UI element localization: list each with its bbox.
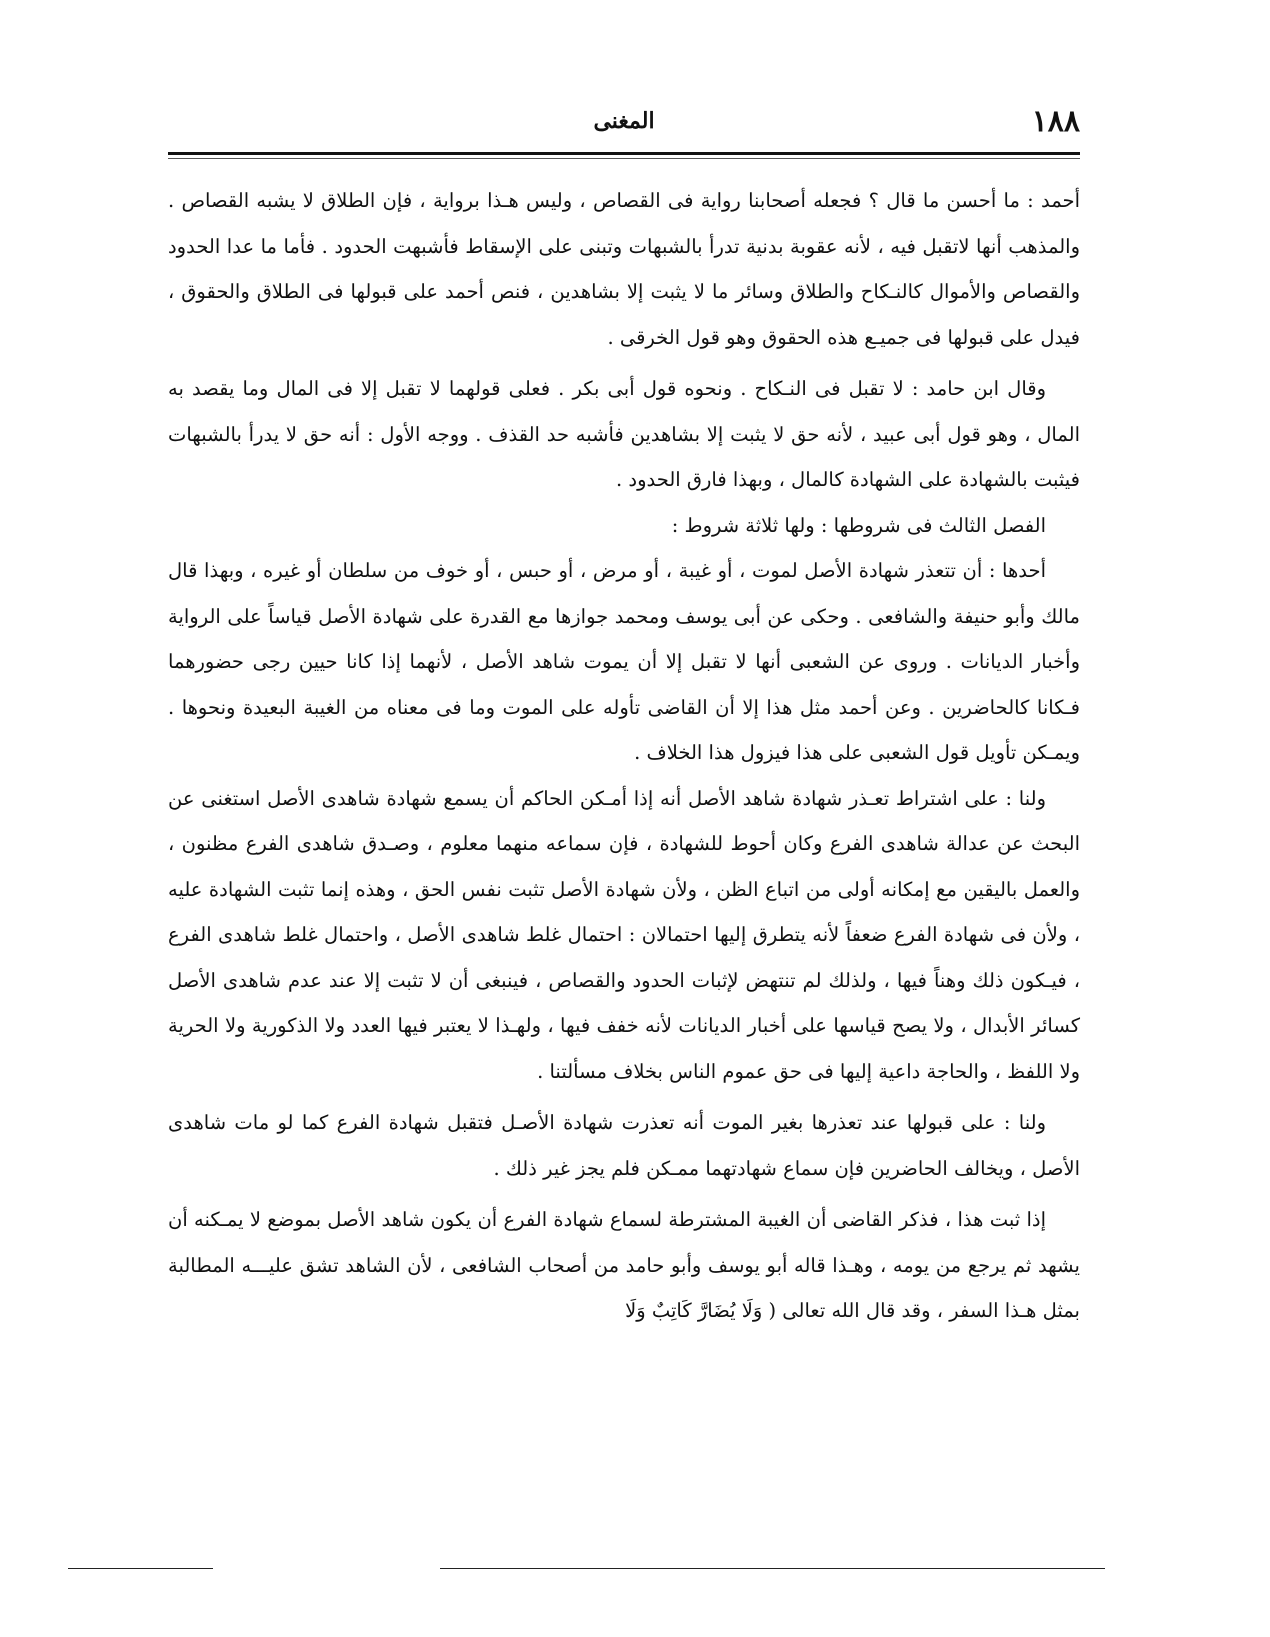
book-title: المغنى: [593, 108, 655, 134]
paragraph-6: إذا ثبت هذا ، فذكر القاضى أن الغيبة المشترطة لسماع شهادة الفرع أن يكون شاهد الأصل بموضع لا يمـكنه أن يشهد ثم يرجع من يومه ، وهـذا قاله أبو يوسف وأبو حامد من أصحاب الشافعى ، لأن الشاهد تشق عليـــه المطالبة بمثل هـذا السفر ، وقد قال الله تعالى ( وَلَا يُضَارَّ كَاتِبٌ وَلَا: [168, 1208, 1080, 1322]
paragraph-3: أحدها : أن تتعذر شهادة الأصل لموت ، أو غيبة ، أو مرض ، أو حبس ، أو خوف من سلطان أو غيره ، وبهذا قال مالك وأبو حنيفة والشافعى . وحكى عن أبى يوسف ومحمد جوازها مع القدرة على شهادة الأصل قياساً على الرواية وأخبار الديانات . وروى عن الشعبى أنها لا تقبل إلا أن يموت شاهد الأصل ، لأنهما إذا كانا حيين رجى حضورهما فـكانا كالحاضرين . وعن أحمد مثل هذا إلا أن القاضى تأوله على الموت وما فى معناه من الغيبة البعيدة ونحوها . ويمـكن تأويل قول الشعبى على هذا فيزول هذا الخلاف .: [168, 559, 1080, 764]
footer-rule: [440, 1568, 1105, 1569]
paragraph-1: أحمد : ما أحسن ما قال ؟ فجعله أصحابنا رواية فى القصاص ، وليس هـذا برواية ، فإن الطلاق لا يشبه القصاص . والمذهب أنها لاتقبل فيه ، لأنه عقوبة بدنية تدرأ بالشبهات وتبنى على الإسقاط فأشبهت الحدود . فأما ما عدا الحدود والقصاص والأموال كالنـكاح والطلاق وسائر ما لا يثبت إلا بشاهدين ، فنص أحمد على قبولها فى الطلاق والحقوق ، فيدل على قبولها فى جميـع هذه الحقوق وهو قول الخرقى .: [168, 189, 1080, 349]
page-header: [168, 98, 1080, 148]
page-number: ١٨٨: [1031, 104, 1080, 139]
section-heading: الفصل الثالث فى شروطها : ولها ثلاثة شروط :: [671, 513, 1046, 537]
paragraph-2: وقال ابن حامد : لا تقبل فى النـكاح . ونحوه قول أبى بكر . فعلى قولهما لا تقبل إلا فى المال وما يقصد به المال ، وهو قول أبى عبيد ، لأنه حق لا يثبت إلا بشاهدين فأشبه حد القذف . ووجه الأول : أنه حق لا يدرأ بالشبهات فيثبت بالشهادة على الشهادة كالمال ، وبهذا فارق الحدود .: [168, 377, 1080, 491]
footnote-rule: [68, 1568, 213, 1569]
page-body: [168, 178, 1080, 1334]
header-rule: [168, 152, 1080, 155]
header-rule-thin: [168, 158, 1080, 159]
paragraph-4: ولنا : على اشتراط تعـذر شهادة شاهد الأصل أنه إذا أمـكن الحاكم أن يسمع شهادة شاهدى الأصل استغنى عن البحث عن عدالة شاهدى الفرع وكان أحوط للشهادة ، فإن سماعه منهما معلوم ، وصـدق شاهدى الفرع مظنون ، والعمل باليقين مع إمكانه أولى من اتباع الظن ، ولأن شهادة الأصل تثبت نفس الحق ، وهذه إنما تثبت الشهادة عليه ، ولأن فى شهادة الفرع ضعفاً لأنه يتطرق إليها احتمالان : احتمال غلط شاهدى الأصل ، واحتمال غلط شاهدى الفرع ، فيـكون ذلك وهناً فيها ، ولذلك لم تنتهض لإثبات الحدود والقصاص ، فينبغى أن لا تثبت إلا عند عدم شاهدى الأصل كسائر الأبدال ، ولا يصح قياسها على أخبار الديانات لأنه خفف فيها ، ولهـذا لا يعتبر فيها العدد ولا الذكورية ولا الحرية ولا اللفظ ، والحاجة داعية إليها فى حق عموم الناس بخلاف مسألتنا .: [168, 786, 1080, 1083]
paragraph-5: ولنا : على قبولها عند تعذرها بغير الموت أنه تعذرت شهادة الأصـل فتقبل شهادة الفرع كما لو مات شاهدى الأصل ، ويخالف الحاضرين فإن سماع شهادتهما ممـكن فلم يجز غير ذلك .: [168, 1111, 1080, 1180]
